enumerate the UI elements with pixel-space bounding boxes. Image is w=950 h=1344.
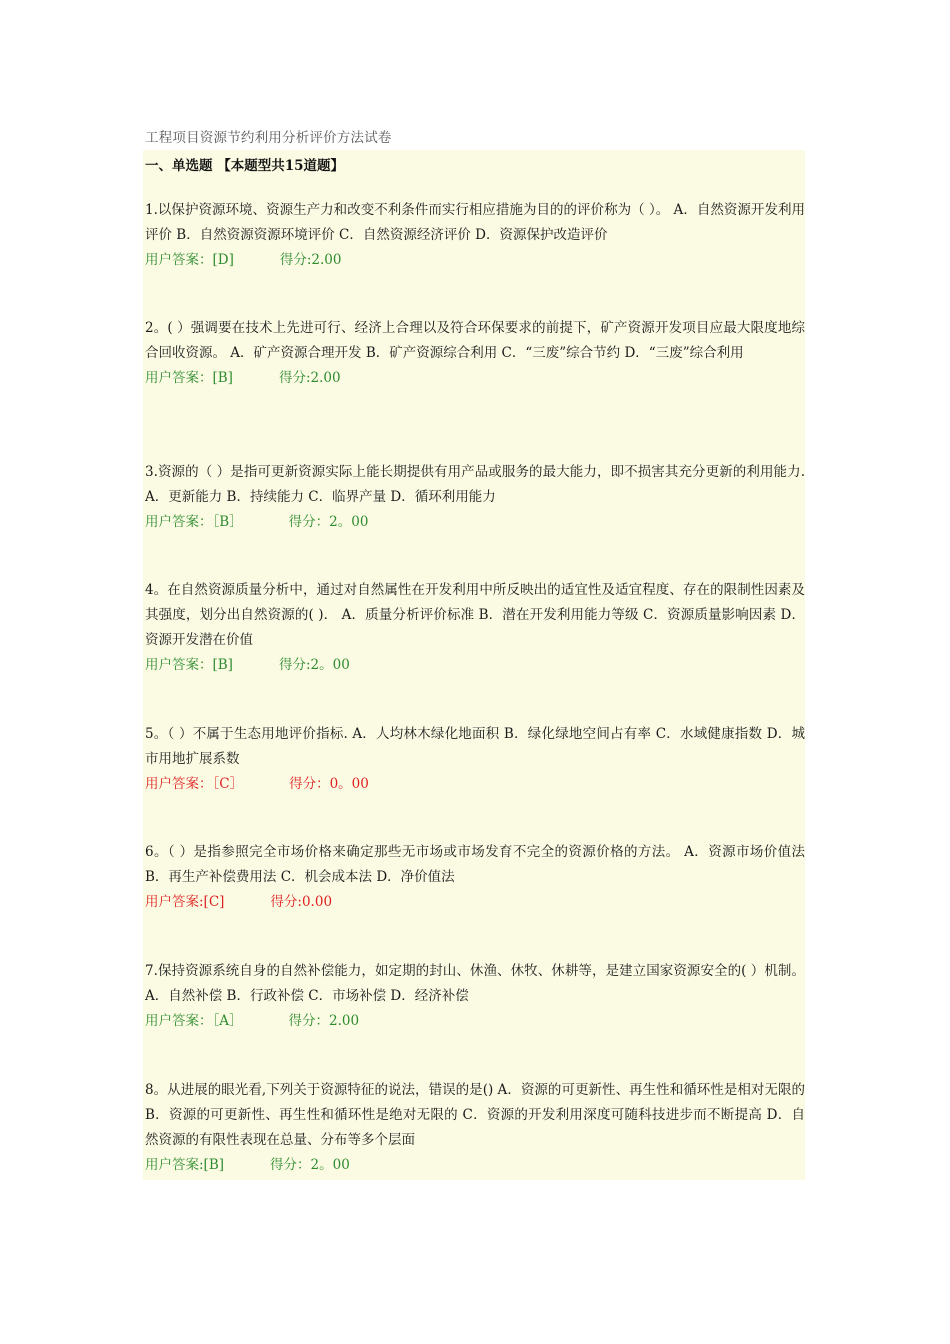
question-item: [145, 1078, 805, 1178]
question-text: 7.保持资源系统自身的自然补偿能力，如定期的封山、休渔、休牧、休耕等，是建立国家资源安全的( ）机制。 A．自然补偿 B．行政补偿 C．市场补偿 D．经济补偿: [145, 963, 805, 1004]
user-answer: 用户答案:[B]: [145, 1157, 225, 1173]
question-text: 6。（ ）是指参照完全市场价格来确定那些无市场或市场发育不完全的资源价格的方法。 A．资源市场价值法 B．再生产补偿费用法 C．机会成本法 D．净价值法: [145, 844, 805, 885]
answer-line: [145, 248, 805, 273]
score: 得分：2。00: [270, 1157, 350, 1173]
question-text: 2。( ）强调要在技术上先进可行、经济上合理以及符合环保要求的前提下，矿产资源开发项目应最大限度地综合回收资源。 A．矿产资源合理开发 B．矿产资源综合利用 C．“三废”综合节约 D．“三废”综合利用: [145, 320, 805, 361]
answer-line: [145, 653, 805, 678]
answer-line: [145, 366, 805, 391]
score: 得分：2。00: [288, 514, 369, 530]
question-text: 1.以保护资源环境、资源生产力和改变不利条件而实行相应措施为目的的评价称为（ ）。 A．自然资源开发利用评价 B．自然资源资源环境评价 C．自然资源经济评价 D．资源保护改造评价: [145, 202, 805, 243]
user-answer: 用户答案：[B]: [145, 370, 233, 386]
section-heading: 一、单选题 【本题型共15道题】: [145, 158, 344, 174]
answer-line: [145, 510, 805, 535]
score: 得分:2。00: [278, 657, 350, 673]
question-item: [145, 959, 805, 1034]
user-answer: 用户答案：［C］: [145, 776, 244, 792]
user-answer: 用户答案：［A］: [145, 1013, 243, 1029]
question-item: [145, 460, 805, 535]
score: 得分:2.00: [278, 370, 341, 386]
question-text: 3.资源的（ ）是指可更新资源实际上能长期提供有用产品或服务的最大能力，即不损害其充分更新的利用能力. A．更新能力 B．持续能力 C．临界产量 D．循环利用能力: [145, 464, 805, 505]
question-item: [145, 198, 805, 273]
answer-line: [145, 772, 805, 797]
score: 得分：2.00: [288, 1013, 360, 1029]
question-text: 5。（ ）不属于生态用地评价指标. A．人均林木绿化地面积 B．绿化绿地空间占有率 C．水域健康指数 D．城市用地扩展系数: [145, 726, 805, 767]
question-item: [145, 316, 805, 391]
question-item: [145, 578, 805, 678]
answer-line: [145, 890, 805, 915]
user-answer: 用户答案：［B］: [145, 514, 243, 530]
question-panel: [143, 150, 805, 1180]
score: 得分:2.00: [279, 252, 342, 268]
question-item: [145, 722, 805, 797]
answer-line: [145, 1009, 805, 1034]
score: 得分:0.00: [270, 894, 333, 910]
user-answer: 用户答案：[B]: [145, 657, 233, 673]
document-title: 工程项目资源节约利用分析评价方法试卷: [145, 130, 392, 146]
question-item: [145, 840, 805, 915]
answer-line: [145, 1153, 805, 1178]
question-text: 8。从进展的眼光看,下列关于资源特征的说法，错误的是() A．资源的可更新性、再生性和循环性是相对无限的 B．资源的可更新性、再生性和循环性是绝对无限的 C．资源的开发利用深度可随科技进步而不断提高 D．自然资源的有限性表现在总量、分布等多个层面: [145, 1082, 805, 1148]
score: 得分：0。00: [289, 776, 369, 792]
user-answer: 用户答案：[D]: [145, 252, 234, 268]
question-text: 4。在自然资源质量分析中，通过对自然属性在开发利用中所反映出的适宜性及适宜程度、存在的限制性因素及其强度，划分出自然资源的( )． A．质量分析评价标准 B．潜在开发利用能力等级 C．资源质量影响因素 D．资源开发潜在价值: [145, 582, 805, 648]
user-answer: 用户答案:[C]: [145, 894, 225, 910]
